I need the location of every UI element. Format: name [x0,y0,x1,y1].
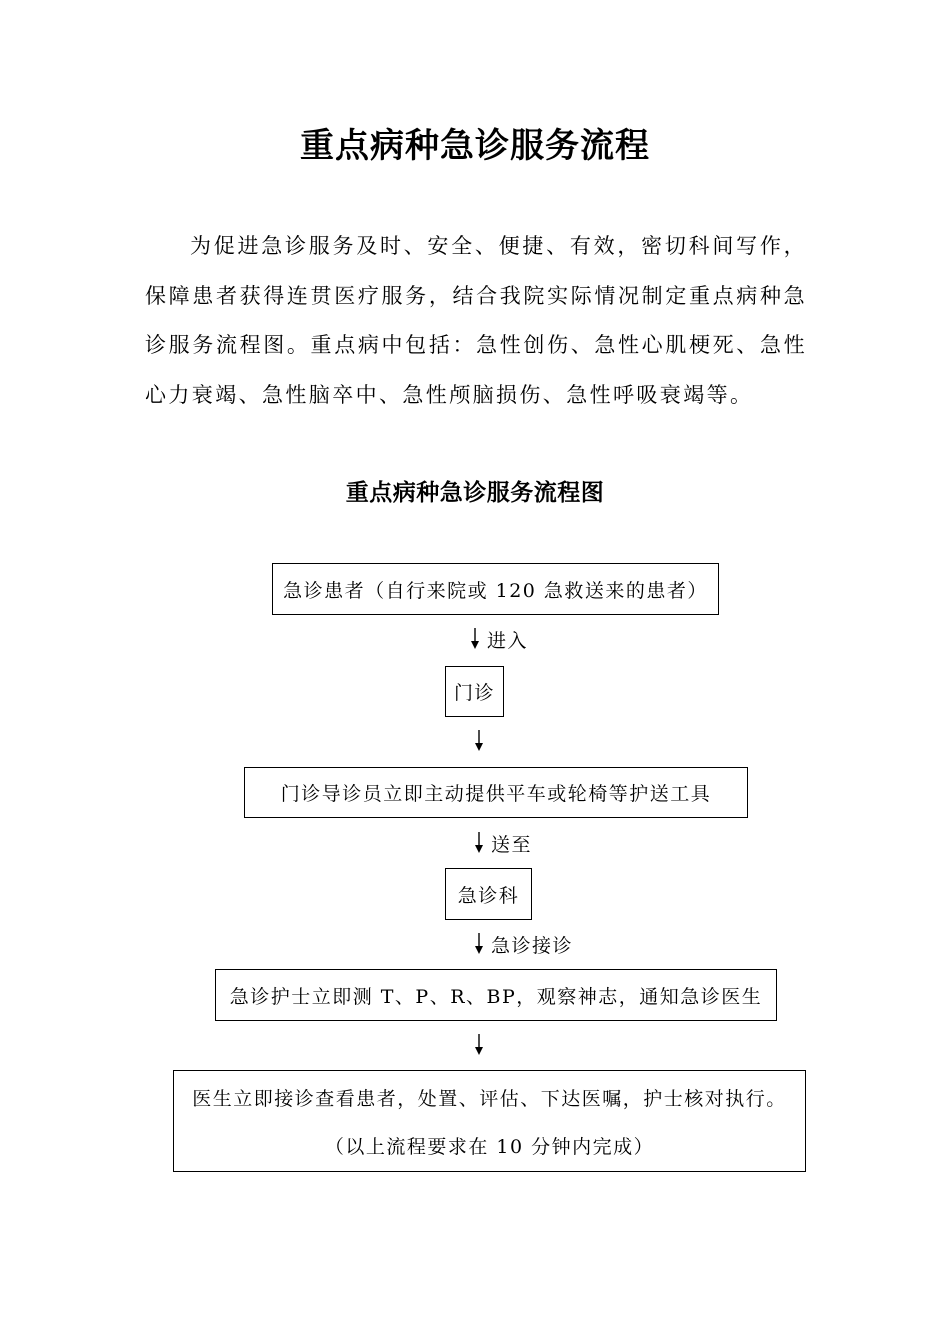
intro-paragraph: 为促进急诊服务及时、安全、便捷、有效，密切科间写作，保障患者获得连贯医疗服务，结合我院实际情况制定重点病种急诊服务流程图。重点病中包括：急性创伤、急性心肌梗死、急性心力衰竭、急性脑卒中、急性颅脑损伤、急性呼吸衰竭等。 [145,234,807,407]
down-arrow-icon [472,831,486,855]
flow-step-patient-arrival: 急诊患者（自行来院或 120 急救送来的患者） [272,563,719,615]
flow-step-outpatient: 门诊 [445,666,504,717]
flow-step-doctor-treatment [173,1070,806,1172]
down-arrow-icon [472,729,486,753]
time-requirement-note: （以上流程要求在 10 分钟内完成） [324,1136,655,1158]
down-arrow-icon [472,1033,486,1057]
page-title: 重点病种急诊服务流程 [300,126,650,166]
flow-step-nurse-vitals: 急诊护士立即测 T、P、R、BP，观察神志，通知急诊医生 [215,969,777,1021]
flowchart-title: 重点病种急诊服务流程图 [345,480,605,506]
down-arrow-icon [468,627,482,651]
flow-step-guide-escort: 门诊导诊员立即主动提供平车或轮椅等护送工具 [244,767,748,818]
doctor-treatment-text: 医生立即接诊查看患者，处置、评估、下达医嘱，护士核对执行。 [192,1088,787,1110]
arrow-label-send-to: 送至 [491,834,533,856]
arrow-label-enter: 进入 [487,630,529,652]
arrow-label-reception: 急诊接诊 [491,935,574,957]
down-arrow-icon [472,932,486,956]
flow-step-emergency-dept: 急诊科 [445,868,532,920]
